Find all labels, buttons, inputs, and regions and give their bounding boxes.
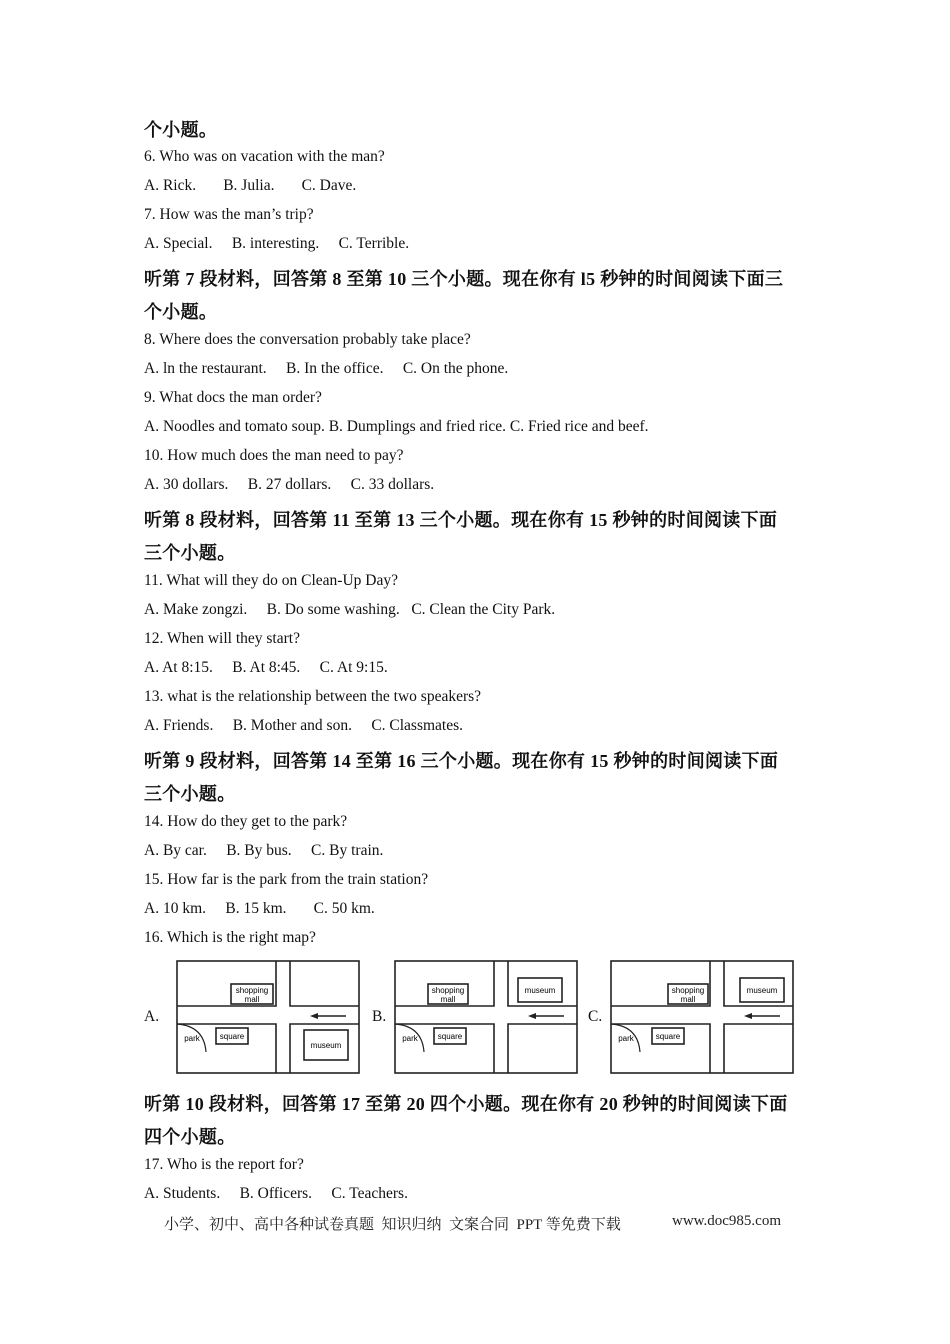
section-heading: 三个小题。 bbox=[144, 784, 236, 804]
answer-options: A. Friends. B. Mother and son. C. Classmates. bbox=[144, 717, 464, 734]
shopping-mall-label: mall bbox=[244, 995, 260, 1004]
map-b bbox=[394, 960, 578, 1074]
question: 8. Where does the conversation probably take place? bbox=[144, 331, 471, 348]
answer-options: A. At 8:15. B. At 8:45. C. At 9:15. bbox=[144, 659, 388, 676]
shopping-mall-label: mall bbox=[440, 995, 456, 1004]
section-heading: 听第 10 段材料，回答第 17 至第 20 四个小题。现在你有 20 秒钟的时间阅读下面 bbox=[144, 1094, 788, 1114]
question: 10. How much does the man need to pay? bbox=[144, 447, 404, 464]
answer-options: A. 30 dollars. B. 27 dollars. C. 33 dollars. bbox=[144, 476, 435, 493]
section-heading: 四个小题。 bbox=[144, 1127, 236, 1147]
question: 13. what is the relationship between the two speakers? bbox=[144, 688, 482, 705]
answer-options: A. Students. B. Officers. C. Teachers. bbox=[144, 1185, 408, 1202]
section-heading: 个小题。 bbox=[144, 302, 218, 322]
park-label: park bbox=[402, 1034, 418, 1043]
section-heading: 三个小题。 bbox=[144, 543, 236, 563]
answer-options: A. Rick. B. Julia. C. Dave. bbox=[144, 177, 357, 194]
square-label: square bbox=[437, 1032, 463, 1041]
map-options bbox=[144, 960, 804, 1076]
answer-options: A. Special. B. interesting. C. Terrible. bbox=[144, 235, 410, 252]
section-heading: 个小题。 bbox=[144, 120, 218, 140]
answer-options: A. By car. B. By bus. C. By train. bbox=[144, 842, 384, 859]
section-heading: 听第 9 段材料，回答第 14 至第 16 三个小题。现在你有 15 秒钟的时间阅读下面 bbox=[144, 751, 779, 771]
museum-label: museum bbox=[524, 986, 556, 995]
museum-label: museum bbox=[746, 986, 778, 995]
answer-options: A. ln the restaurant. B. In the office. C. On the phone. bbox=[144, 360, 509, 377]
question: 16. Which is the right map? bbox=[144, 929, 316, 946]
map-option-label: C. bbox=[588, 1008, 603, 1025]
question: 15. How far is the park from the train station? bbox=[144, 871, 429, 888]
question: 9. What docs the man order? bbox=[144, 389, 322, 406]
section-heading: 听第 7 段材料，回答第 8 至第 10 三个小题。现在你有 l5 秒钟的时间阅读下面三 bbox=[144, 269, 784, 289]
park-label: park bbox=[618, 1034, 634, 1043]
square-label: square bbox=[219, 1032, 245, 1041]
answer-options: A. Noodles and tomato soup. B. Dumplings and fried rice. C. Fried rice and beef. bbox=[144, 418, 649, 435]
map-option-label: A. bbox=[144, 1008, 160, 1025]
map-option-label: B. bbox=[372, 1008, 387, 1025]
museum-label: museum bbox=[310, 1041, 342, 1050]
question: 12. When will they start? bbox=[144, 630, 300, 647]
question: 7. How was the man’s trip? bbox=[144, 206, 314, 223]
map-a bbox=[176, 960, 360, 1074]
answer-options: A. 10 km. B. 15 km. C. 50 km. bbox=[144, 900, 375, 917]
shopping-mall-label: shopping bbox=[431, 986, 465, 995]
question: 11. What will they do on Clean-Up Day? bbox=[144, 572, 398, 589]
shopping-mall-label: mall bbox=[680, 995, 696, 1004]
shopping-mall-label: shopping bbox=[671, 986, 705, 995]
question: 17. Who is the report for? bbox=[144, 1156, 304, 1173]
footer-url[interactable]: www.doc985.com bbox=[672, 1213, 782, 1229]
question: 6. Who was on vacation with the man? bbox=[144, 148, 385, 165]
footer-text: 小学、初中、高中各种试卷真题 知识归纳 文案合同 PPT 等免费下载 bbox=[164, 1217, 621, 1233]
section-heading: 听第 8 段材料，回答第 11 至第 13 三个小题。现在你有 15 秒钟的时间阅读下面 bbox=[144, 510, 778, 530]
shopping-mall-label: shopping bbox=[235, 986, 269, 995]
park-label: park bbox=[184, 1034, 200, 1043]
answer-options: A. Make zongzi. B. Do some washing. C. Clean the City Park. bbox=[144, 601, 556, 618]
square-label: square bbox=[655, 1032, 681, 1041]
map-c bbox=[610, 960, 794, 1074]
question: 14. How do they get to the park? bbox=[144, 813, 348, 830]
